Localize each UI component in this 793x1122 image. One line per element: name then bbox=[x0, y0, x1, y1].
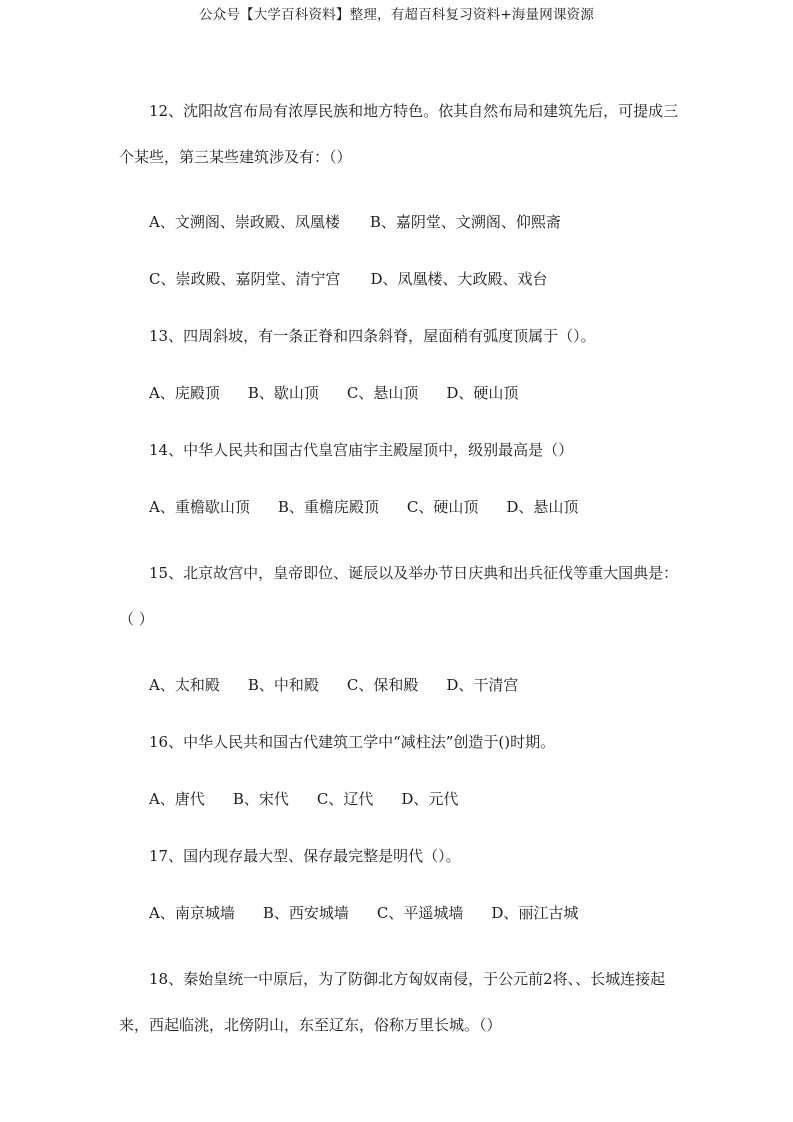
answer-option: C、硬山顶 bbox=[406, 498, 479, 516]
answer-option: C、悬山顶 bbox=[346, 384, 419, 402]
option-row bbox=[119, 493, 679, 522]
answer-option: C、辽代 bbox=[316, 789, 374, 808]
question-text: 12、沈阳故宫布局有浓厚民族和地方特色。依其自然布局和建筑先后，可提成三个某些，第三某些建筑涉及有：（） bbox=[119, 102, 679, 166]
option-row bbox=[119, 899, 679, 928]
question-block bbox=[119, 728, 679, 814]
answer-option: A、南京城墙 bbox=[149, 903, 235, 922]
answer-option: A、文溯阁、崇政殿、凤凰楼 bbox=[149, 213, 340, 231]
option-row bbox=[119, 671, 679, 700]
answer-option: C、保和殿 bbox=[346, 675, 419, 694]
answer-option: D、元代 bbox=[401, 789, 459, 808]
question-block bbox=[119, 322, 679, 408]
answer-option: D、硬山顶 bbox=[446, 384, 519, 402]
answer-option: D、凤凰楼、大政殿、戏台 bbox=[370, 270, 548, 288]
question-text: 13、四周斜坡，有一条正脊和四条斜脊，屋面稍有弧度顶属于（）。 bbox=[149, 327, 596, 345]
question-list bbox=[119, 88, 679, 1048]
answer-option: D、干清宫 bbox=[446, 675, 519, 694]
option-row bbox=[119, 785, 679, 814]
option-row bbox=[119, 265, 679, 294]
question-text: 18、秦始皇统一中原后，为了防御北方匈奴南侵，于公元前2将、、长城连接起来，西起临洮，北傍阴山，东至辽东，俗称万里长城。（） bbox=[119, 969, 666, 1034]
question-text: 14、中华人民共和国古代皇宫庙宇主殿屋顶中，级别最高是（） bbox=[149, 441, 574, 459]
answer-option: B、西安城墙 bbox=[262, 903, 349, 922]
question-text: 16、中华人民共和国古代建筑工学中“减柱法”创造于()时期。 bbox=[149, 732, 556, 751]
question-block bbox=[119, 842, 679, 928]
answer-option: A、太和殿 bbox=[149, 675, 220, 694]
question-text: 17、国内现存最大型、保存最完整是明代（）。 bbox=[149, 846, 461, 865]
question-block bbox=[119, 956, 679, 1048]
question-block bbox=[119, 436, 679, 522]
answer-option: B、重檐庑殿顶 bbox=[277, 498, 379, 516]
answer-option: D、丽江古城 bbox=[491, 903, 579, 922]
answer-option: A、庑殿顶 bbox=[149, 384, 220, 402]
answer-option: D、悬山顶 bbox=[506, 498, 579, 516]
question-text: 15、北京故宫中，皇帝即位、诞辰以及举办节日庆典和出兵征伐等重大国典是：（ ） bbox=[119, 564, 679, 628]
page-header: 公众号【大学百科资料】整理，有超百科复习资料+海量网课资源 bbox=[198, 7, 595, 23]
option-row bbox=[119, 208, 679, 237]
answer-option: C、崇政殿、嘉阴堂、清宁宫 bbox=[149, 270, 341, 288]
question-block bbox=[119, 550, 679, 699]
answer-option: B、宋代 bbox=[232, 789, 289, 808]
answer-option: B、嘉阴堂、文溯阁、仰熙斋 bbox=[369, 213, 561, 231]
answer-option: A、唐代 bbox=[149, 789, 205, 808]
answer-option: A、重檐歇山顶 bbox=[149, 498, 250, 516]
answer-option: B、歇山顶 bbox=[247, 384, 319, 402]
option-row bbox=[119, 379, 679, 408]
answer-option: B、中和殿 bbox=[247, 675, 319, 694]
question-block bbox=[119, 88, 679, 294]
answer-option: C、平遥城墙 bbox=[376, 903, 464, 922]
